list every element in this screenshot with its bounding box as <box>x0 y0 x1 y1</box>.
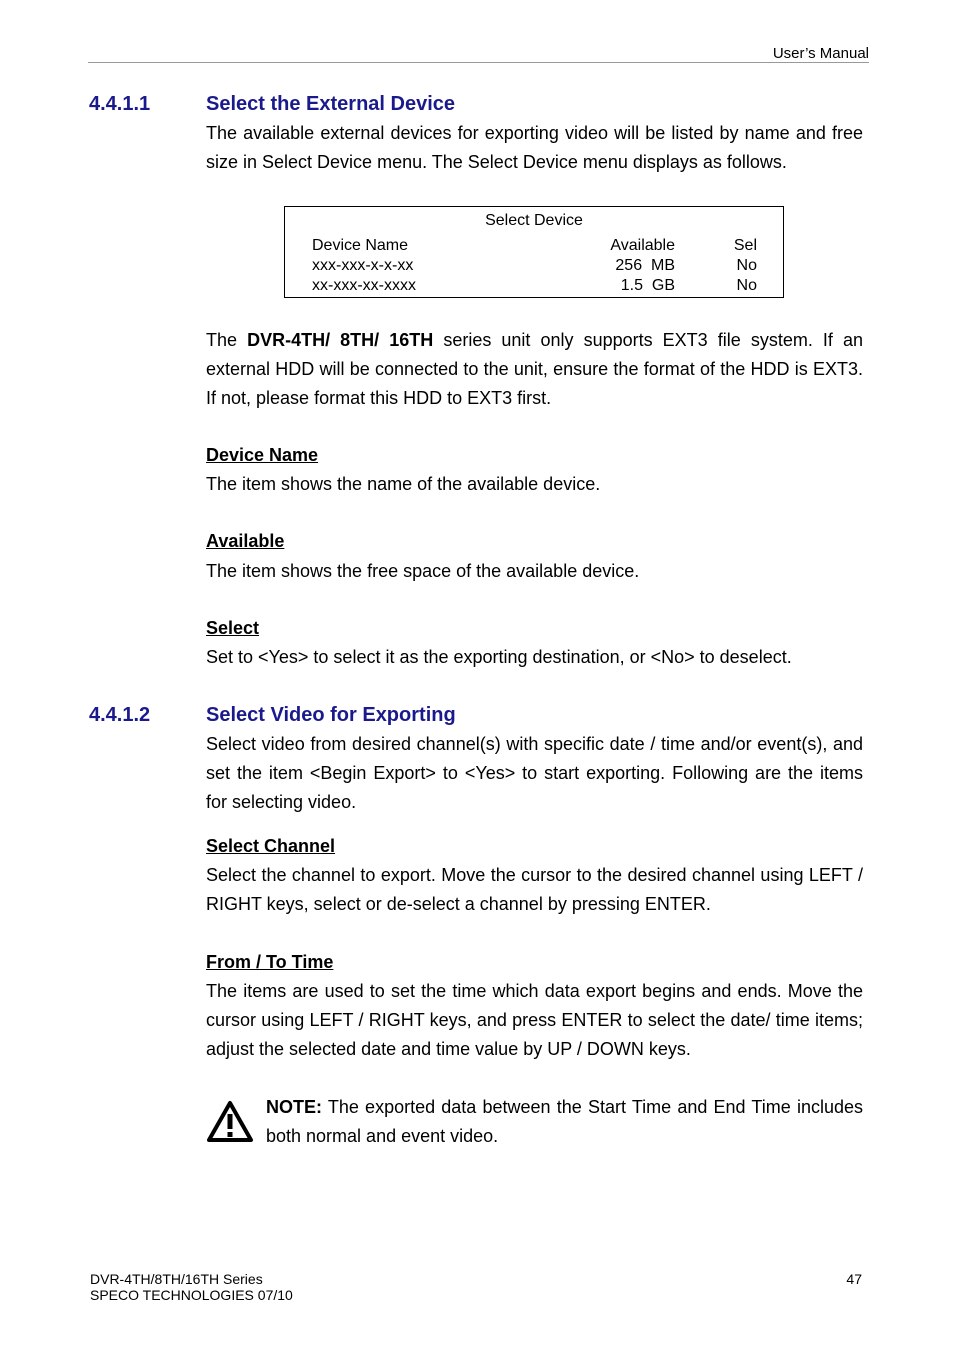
section-number: 4.4.1.1 <box>89 93 151 115</box>
footer-company: SPECO TECHNOLOGIES 07/10 <box>90 1287 293 1303</box>
menu-row-name: xxx-xxx-x-x-xx <box>312 257 414 274</box>
subheading-from-to-time: From / To Time <box>206 952 334 972</box>
section-title: Select the External Device <box>206 93 456 115</box>
select-description: Set to <Yes> to select it as the exporting destination, or <No> to deselect. <box>206 647 792 667</box>
section-intro: The available external devices for exporting video will be listed by name and free size in Select Device menu. The Select Device menu displays as follows. <box>206 123 863 172</box>
note-label: NOTE: <box>266 1097 322 1117</box>
ext3-paragraph <box>206 326 863 413</box>
section-title: Select Video for Exporting <box>206 704 456 726</box>
menu-row-sel: No <box>736 257 757 274</box>
running-header: User’s Manual <box>772 45 869 62</box>
menu-row-name: xx-xxx-xx-xxxx <box>312 277 416 294</box>
select-channel-description: Select the channel to export. Move the cursor to the desired channel using LEFT / RIGHT keys, select or de-select a channel by pressing ENTER. <box>206 865 863 914</box>
page-number: 47 <box>846 1271 862 1287</box>
subheading-device-name: Device Name <box>206 445 319 465</box>
footer-series: DVR-4TH/8TH/16TH Series <box>90 1271 263 1287</box>
available-description: The item shows the free space of the available device. <box>206 561 640 581</box>
note-paragraph <box>266 1093 863 1151</box>
model-name: DVR-4TH/ 8TH/ 16TH <box>247 330 434 350</box>
select-device-menu <box>284 206 784 298</box>
device-name-description: The item shows the name of the available device. <box>206 474 601 494</box>
menu-column-header: Sel <box>733 237 757 254</box>
ext3-post: series unit only supports EXT3 file system. If an external HDD will be connected to the unit, ensure the format of the HDD is EXT3. If not, please format this HDD to EXT3 first. <box>206 330 863 408</box>
menu-row-sel: No <box>736 277 757 294</box>
note-text: The exported data between the Start Time and End Time includes both normal and event video. <box>266 1097 863 1146</box>
menu-column-header: Device Name <box>312 237 409 254</box>
ext3-pre: The <box>206 330 248 350</box>
subheading-select-channel: Select Channel <box>206 836 336 856</box>
menu-title: Select Device <box>485 212 583 229</box>
menu-row-available: 1.5 GB <box>620 277 675 294</box>
subheading-select: Select <box>206 618 260 638</box>
from-to-time-description: The items are used to set the time which data export begins and ends. Move the cursor using LEFT / RIGHT keys, and press ENTER to select the date/ time items; adjust the selected date and time value by UP / DOWN keys. <box>206 981 863 1059</box>
menu-row-available: 256 MB <box>615 257 675 274</box>
section-intro: Select video from desired channel(s) with specific date / time and/or event(s), and set the item <Begin Export> to <Yes> to start exporting. Following are the items for selecting video. <box>206 734 863 812</box>
subheading-available: Available <box>206 531 285 551</box>
menu-column-header: Available <box>610 237 675 254</box>
warning-icon <box>206 1100 254 1144</box>
section-number: 4.4.1.2 <box>89 704 151 726</box>
header-divider <box>88 62 869 63</box>
